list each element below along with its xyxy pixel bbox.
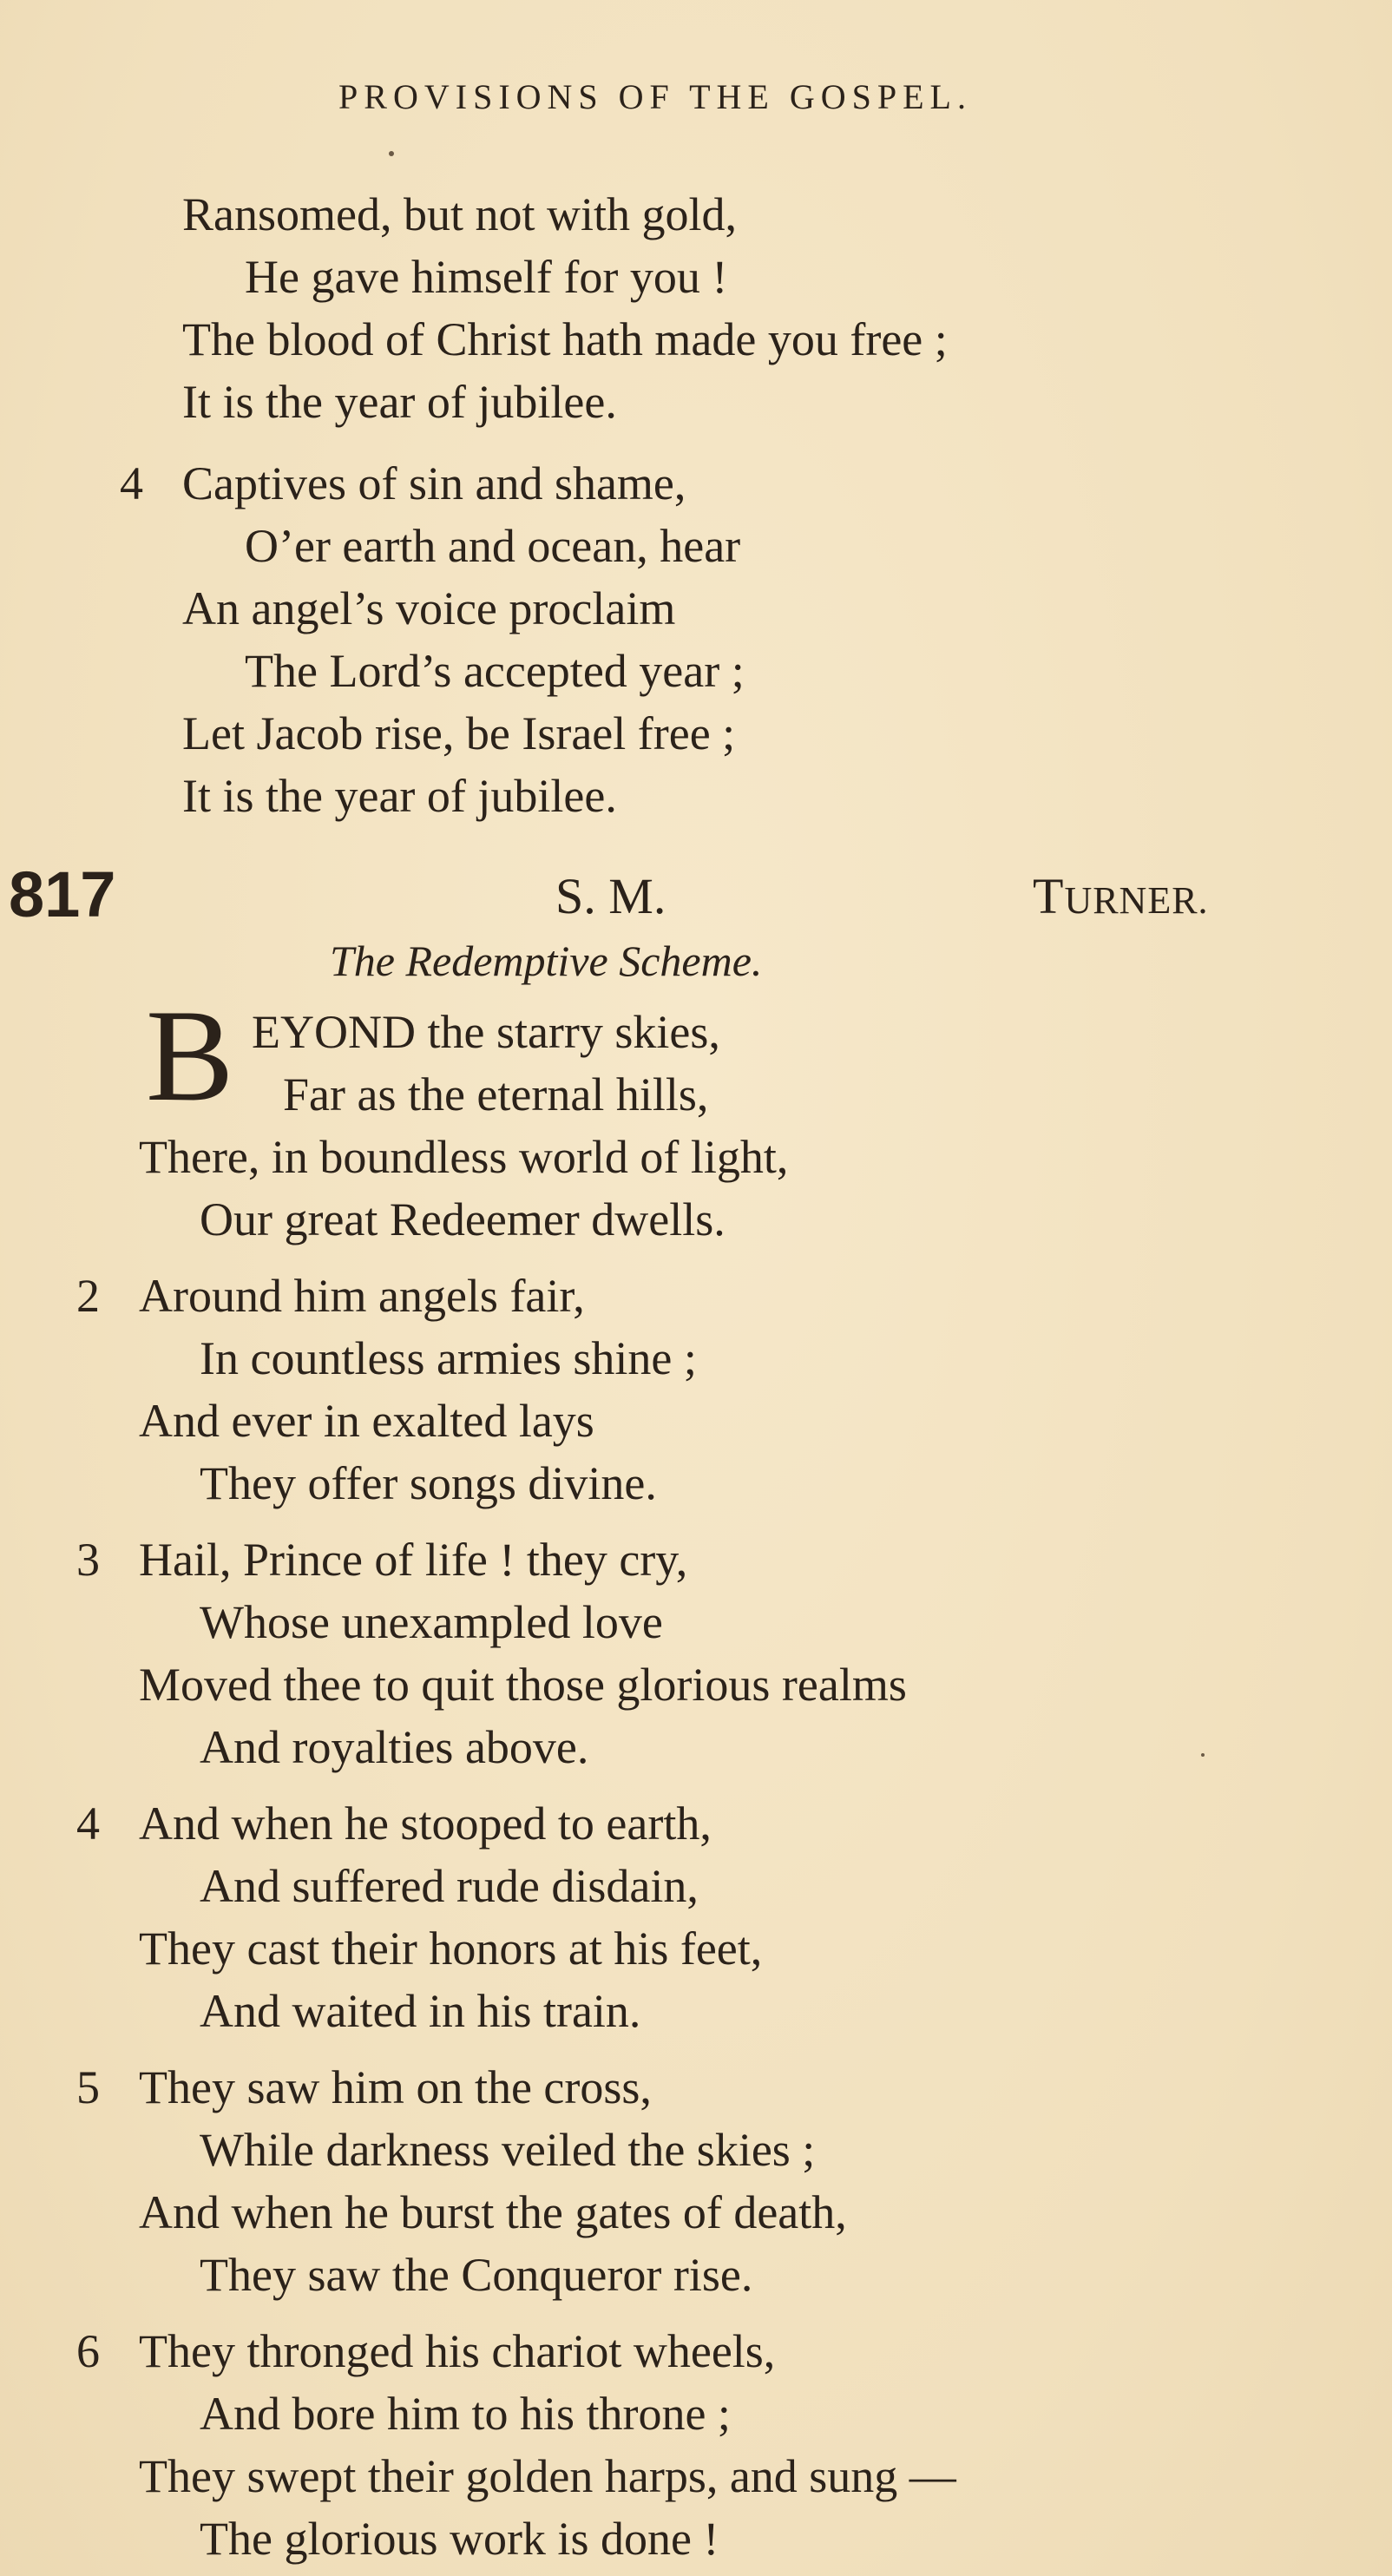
verse-line: They cast their honors at his feet, [139,1922,763,1975]
stanza-number: 4 [76,1797,100,1850]
tune-rest: URNER. [1064,879,1209,922]
verse-line: They offer songs divine. [200,1457,657,1509]
stanza-number: 6 [76,2325,100,2377]
verse-line: Hail, Prince of life ! they cry, [139,1534,688,1586]
verse-line: And bore him to his throne ; [200,2388,731,2440]
verse-line: And ever in exalted lays [139,1395,594,1447]
verse-line: O’er earth and ocean, hear [245,520,741,572]
verse-line: They thronged his chariot wheels, [139,2325,776,2377]
verse-line: And waited in his train. [200,1985,641,2037]
verse-line: And when he burst the gates of death, [139,2186,847,2238]
hymn-tune [1033,868,1209,924]
hymn-meter: S. M. [555,868,666,924]
verse-line: He gave himself for you ! [245,251,728,303]
verse-line: Our great Redeemer dwells. [200,1193,726,1245]
verse-line: They swept their golden harps, and sung — [139,2450,956,2502]
drop-cap: B [146,982,234,1128]
verse-line: They saw the Conqueror rise. [200,2249,753,2301]
verse-line: Ransomed, but not with gold, [182,188,737,240]
stanza-number: 3 [76,1534,100,1586]
verse-line: Captives of sin and shame, [182,457,686,509]
verse-line: An angel’s voice proclaim [182,582,676,634]
stanza-number: 4 [120,457,143,509]
hymn-subtitle: The Redemptive Scheme. [330,936,763,985]
verse-line: Far as the eternal hills, [283,1068,709,1120]
verse-line: In countless armies shine ; [200,1332,697,1384]
verse-line: EYOND the starry skies, [252,1006,720,1058]
verse-line: And when he stooped to earth, [139,1797,712,1850]
verse-line: Whose unexampled love [200,1596,663,1648]
verse-line: Around him angels fair, [139,1270,585,1322]
verse-line: And royalties above. [200,1721,589,1773]
page-header: PROVISIONS OF THE GOSPEL. [338,77,972,116]
verse-line: There, in boundless world of light, [139,1131,789,1183]
stanza-number: 5 [76,2061,100,2113]
stanza-number: 2 [76,1270,100,1322]
verse-line: They saw him on the cross, [139,2061,652,2113]
verse-line: Let Jacob rise, be Israel free ; [182,707,736,759]
verse-line: And suffered rude disdain, [200,1860,699,1912]
ink-speck [389,151,394,156]
tune-initial: T [1033,868,1065,924]
ink-speck [1201,1753,1205,1757]
verse-line: It is the year of jubilee. [182,376,617,428]
verse-line: Moved thee to quit those glorious realms [139,1659,907,1711]
verse-line: The Lord’s accepted year ; [245,645,745,697]
verse-line: It is the year of jubilee. [182,770,617,822]
verse-line: The blood of Christ hath made you free ; [182,313,948,365]
verse-line: While darkness veiled the skies ; [200,2124,816,2176]
hymn-number: 817 [9,858,116,930]
verse-line: The glorious work is done ! [200,2513,719,2565]
